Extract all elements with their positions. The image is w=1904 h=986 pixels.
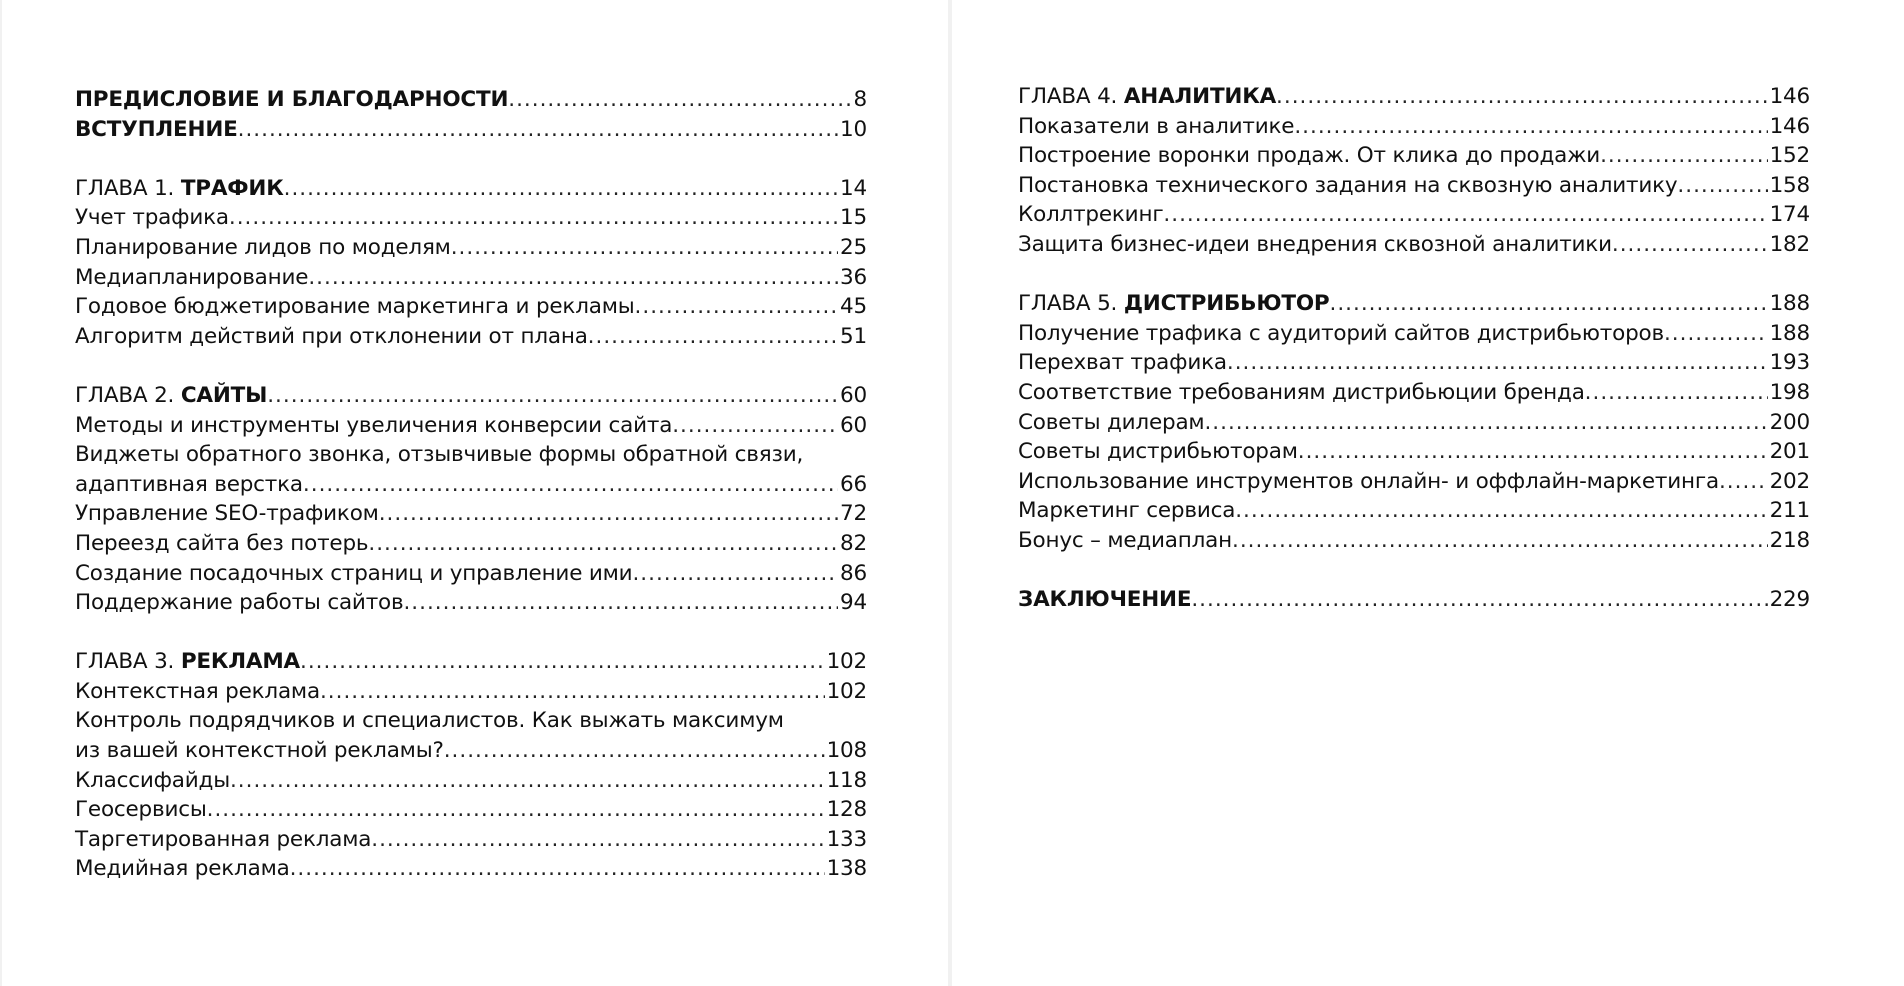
entry-title: Советы дистрибьюторам	[1018, 439, 1298, 465]
entry-title: Показатели в аналитике	[1018, 113, 1295, 139]
chapter-name: АНАЛИТИКА	[1123, 84, 1277, 109]
chapter-title	[1018, 289, 1330, 319]
entry-title: Поддержание работы сайтов	[75, 590, 404, 616]
entry-page: 200	[1769, 409, 1810, 435]
dot-leader	[290, 854, 825, 884]
toc-entry[interactable]	[75, 470, 867, 500]
toc-chapter-4[interactable]	[1018, 82, 1810, 112]
entry-title: Перехват трафика	[1018, 350, 1227, 376]
chapter-title	[75, 647, 300, 677]
dot-leader	[1664, 319, 1768, 349]
toc-entry[interactable]	[1018, 437, 1810, 467]
entry-title: Годовое бюджетирование маркетинга и рекламы	[75, 294, 635, 320]
dot-leader	[1677, 171, 1767, 201]
dot-leader	[308, 263, 838, 293]
spacer	[75, 144, 867, 174]
dot-leader	[632, 559, 838, 589]
entry-title: Учет трафика	[75, 205, 229, 231]
toc-chapter-3[interactable]	[75, 647, 867, 677]
entry-title: Классифайды	[75, 767, 230, 793]
entry-page: 158	[1769, 172, 1810, 198]
entry-title: Методы и инструменты увеличения конверсии сайта	[75, 412, 673, 438]
entry-page: 72	[840, 501, 867, 527]
toc-entry[interactable]	[75, 559, 867, 589]
dot-leader	[1330, 289, 1768, 319]
toc-chapter-2[interactable]	[75, 381, 867, 411]
toc-entry[interactable]	[1018, 348, 1810, 378]
dot-leader	[1612, 230, 1768, 260]
chapter-title	[75, 174, 284, 204]
entry-page: 188	[1769, 320, 1810, 346]
dot-leader	[368, 529, 838, 559]
left-page	[2, 0, 948, 986]
chapter-name: ДИСТРИБЬЮТОР	[1123, 291, 1330, 317]
dot-leader	[451, 233, 838, 263]
toc-entry-conclusion[interactable]	[1018, 585, 1810, 615]
dot-leader	[303, 470, 838, 500]
chapter-prefix: ГЛАВА 2.	[75, 382, 175, 408]
dot-leader	[1585, 378, 1768, 408]
dot-leader	[635, 292, 839, 322]
spacer	[75, 351, 867, 381]
entry-title: Планирование лидов по моделям	[75, 234, 451, 260]
dot-leader	[230, 766, 825, 796]
dot-leader	[1719, 467, 1768, 497]
spacer	[1018, 556, 1810, 586]
entry-title: Постановка технического задания на сквозную аналитику	[1018, 172, 1678, 198]
entry-page: 51	[840, 323, 867, 349]
entry-page: 36	[840, 264, 867, 290]
dot-leader	[508, 85, 851, 115]
dot-leader	[284, 174, 838, 204]
entry-page: 82	[840, 530, 867, 556]
toc-entry[interactable]	[1018, 526, 1810, 556]
entry-title: Управление SEO-трафиком	[75, 501, 379, 527]
entry-title-line1[interactable]: Виджеты обратного звонка, отзывчивые формы обратной связи,	[75, 442, 804, 468]
dot-leader	[1600, 141, 1767, 171]
toc-chapter-1[interactable]	[75, 174, 867, 204]
entry-title: адаптивная верстка	[75, 471, 303, 497]
toc-entry[interactable]	[75, 825, 867, 855]
dot-leader	[1298, 437, 1768, 467]
chapter-title	[1018, 82, 1276, 112]
entry-title: Переезд сайта без потерь	[75, 530, 369, 556]
right-page	[952, 0, 1904, 986]
entry-title: ВСТУПЛЕНИЕ	[75, 116, 238, 142]
toc-entry[interactable]	[75, 677, 867, 707]
toc-entry[interactable]	[75, 322, 867, 352]
toc-entry-preface[interactable]	[75, 85, 867, 115]
entry-title: Медиапланирование	[75, 264, 309, 290]
toc-entry[interactable]	[75, 411, 867, 441]
toc-entry[interactable]	[75, 263, 867, 293]
entry-title-line1[interactable]: Контроль подрядчиков и специалистов. Как выжать максимум	[75, 708, 784, 734]
chapter-prefix: ГЛАВА 4.	[1018, 84, 1118, 109]
entry-page: 211	[1769, 498, 1810, 524]
entry-title: Контекстная реклама	[75, 678, 320, 704]
toc-entry[interactable]	[75, 854, 867, 884]
entry-page: 60	[840, 412, 867, 438]
toc-entry[interactable]	[1018, 319, 1810, 349]
dot-leader	[229, 203, 838, 233]
dot-leader	[588, 322, 838, 352]
dot-leader	[1227, 348, 1768, 378]
entry-page: 10	[840, 116, 867, 142]
toc-entry[interactable]	[75, 766, 867, 796]
entry-page: 25	[840, 234, 867, 260]
entry-title: Создание посадочных страниц и управление ими	[75, 560, 633, 586]
entry-title: Коллтрекинг	[1018, 202, 1164, 228]
dot-leader	[444, 736, 825, 766]
entry-page: 108	[826, 738, 867, 764]
chapter-prefix: ГЛАВА 5.	[1018, 291, 1118, 317]
dot-leader	[1204, 408, 1767, 438]
entry-page: 202	[1769, 468, 1810, 494]
chapter-title	[75, 381, 267, 411]
entry-page: 8	[853, 87, 867, 112]
chapter-name: ТРАФИК	[180, 175, 284, 201]
toc-entry[interactable]	[1018, 378, 1810, 408]
entry-page: 146	[1769, 84, 1810, 109]
chapter-name: РЕКЛАМА	[180, 649, 300, 675]
entry-title: Советы дилерам	[1018, 409, 1205, 435]
toc-entry[interactable]	[75, 203, 867, 233]
entry-page: 198	[1769, 379, 1810, 405]
entry-page: 102	[826, 678, 867, 704]
chapter-name: САЙТЫ	[180, 382, 268, 408]
entry-page: 193	[1769, 350, 1810, 376]
dot-leader	[672, 411, 838, 441]
chapter-prefix: ГЛАВА 3.	[75, 649, 175, 675]
entry-page: 60	[840, 382, 867, 408]
entry-page: 188	[1769, 291, 1810, 317]
spacer	[75, 618, 867, 648]
dot-leader	[379, 499, 838, 529]
toc-entry[interactable]	[75, 795, 867, 825]
dot-leader	[1294, 112, 1767, 142]
dot-leader	[320, 677, 825, 707]
toc-entry[interactable]	[75, 736, 867, 766]
toc-entry[interactable]	[75, 529, 867, 559]
toc-entry[interactable]	[75, 499, 867, 529]
entry-page: 218	[1769, 527, 1810, 553]
spacer	[1018, 260, 1810, 290]
toc-entry[interactable]	[1018, 496, 1810, 526]
entry-title: Получение трафика с аудиторий сайтов дистрибьюторов	[1018, 320, 1664, 346]
entry-page: 118	[826, 767, 867, 793]
toc-chapter-5[interactable]	[1018, 289, 1810, 319]
entry-page: 128	[826, 797, 867, 823]
dot-leader	[371, 825, 824, 855]
entry-title: Бонус – медиаплан	[1018, 527, 1233, 553]
toc-entry[interactable]	[75, 233, 867, 263]
entry-page: 14	[840, 175, 867, 201]
toc-entry[interactable]	[1018, 141, 1810, 171]
entry-page: 138	[826, 856, 867, 882]
toc-entry[interactable]	[75, 588, 867, 618]
dot-leader	[1163, 200, 1767, 230]
toc-entry[interactable]	[1018, 230, 1810, 260]
entry-page: 133	[826, 826, 867, 852]
entry-page: 94	[840, 590, 867, 616]
toc-entry[interactable]	[1018, 112, 1810, 142]
entry-title: Построение воронки продаж. От клика до продажи	[1018, 143, 1601, 169]
entry-page: 66	[840, 471, 867, 497]
entry-title: Использование инструментов онлайн- и оффлайн-маркетинга	[1018, 468, 1719, 494]
entry-page: 182	[1769, 231, 1810, 257]
entry-title: Защита бизнес-идеи внедрения сквозной аналитики	[1018, 231, 1612, 257]
dot-leader	[1235, 496, 1767, 526]
entry-page: 201	[1769, 439, 1810, 465]
entry-title: из вашей контекстной рекламы?	[75, 738, 444, 764]
toc-left-column	[75, 85, 867, 884]
entry-title: ПРЕДИСЛОВИЕ И БЛАГОДАРНОСТИ	[75, 87, 509, 112]
entry-page: 45	[840, 294, 867, 320]
entry-page: 15	[840, 205, 867, 231]
entry-title: Геосервисы	[75, 797, 207, 823]
entry-page: 146	[1769, 113, 1810, 139]
toc-entry[interactable]	[75, 292, 867, 322]
toc-entry[interactable]	[1018, 200, 1810, 230]
entry-title: ЗАКЛЮЧЕНИЕ	[1018, 587, 1192, 613]
entry-title: Таргетированная реклама	[75, 826, 372, 852]
toc-entry[interactable]	[1018, 171, 1810, 201]
chapter-prefix: ГЛАВА 1.	[75, 175, 175, 201]
toc-entry-intro[interactable]	[75, 115, 867, 145]
toc-entry[interactable]	[1018, 408, 1810, 438]
dot-leader	[267, 381, 838, 411]
entry-page: 86	[840, 560, 867, 586]
dot-leader	[1232, 526, 1768, 556]
entry-title: Маркетинг сервиса	[1018, 498, 1236, 524]
entry-page: 229	[1769, 587, 1810, 613]
toc-right-column	[1018, 82, 1810, 615]
dot-leader	[207, 795, 825, 825]
dot-leader	[1191, 585, 1767, 615]
dot-leader	[300, 647, 825, 677]
dot-leader	[403, 588, 838, 618]
dot-leader	[1276, 82, 1768, 112]
entry-page: 174	[1769, 202, 1810, 228]
entry-page: 152	[1769, 143, 1810, 169]
toc-entry[interactable]	[1018, 467, 1810, 497]
dot-leader	[238, 115, 838, 145]
entry-title: Медийная реклама	[75, 856, 290, 882]
entry-page: 102	[826, 649, 867, 675]
entry-title: Соответствие требованиям дистрибьюции бренда	[1018, 379, 1585, 405]
entry-title: Алгоритм действий при отклонении от плана	[75, 323, 588, 349]
